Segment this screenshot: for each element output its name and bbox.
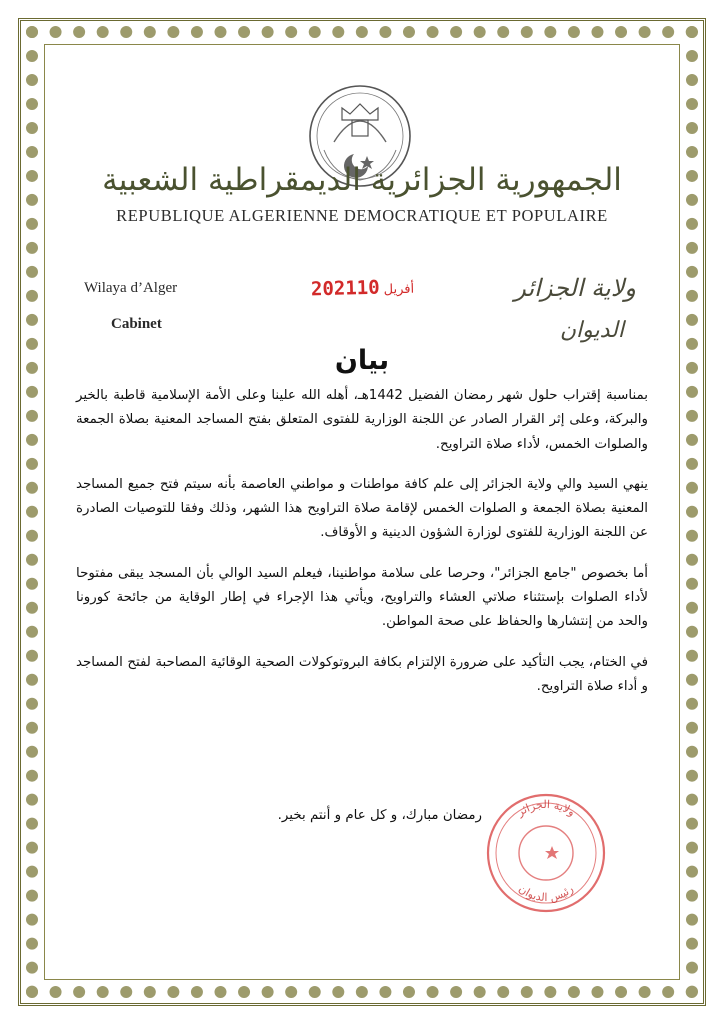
paragraph: أما بخصوص "جامع الجزائر"، وحرصا على سلامة مواطنينا، فيعلم السيد الوالي بأن المسجد يبقى مفتوحا لأداء الصلوات بإستثناء صلاتي العشاء والتراويح، ويأتي هذا الإجراء في إطار الوقاية من جائحة كورونا والحد من إنتشارها والحفاظ على صحة المواطن. (76, 565, 648, 630)
paragraph: بمناسبة إقتراب حلول شهر رمضان الفضيل 1442هـ، أهله الله علينا وعلى الأمة الإسلامية قاطبة بالخير والبركة، وعلى إثر القرار الصادر عن اللجنة الوزارية للفتوى المتعلق بفتح المساجد المعنية بصلاة الجمعة والصلوات الخمس، لأداء صلاة التراويح. (76, 388, 648, 452)
paragraph: ينهي السيد والي ولاية الجزائر إلى علم كافة مواطنات و مواطني العاصمة بأنه سيتم فتح جميع المساجد المعنية بصلاة الجمعة و الصلوات الخمس لإقامة صلاة التراويح هذا الشهر، وذلك وفقا للتوصيات الصادرة عن اللجنة الوزارية للفتوى لوزارة الشؤون الدينية و الأوقاف. (76, 476, 648, 541)
date-stamp (311, 276, 419, 301)
closing-greeting: رمضان مبارك، و كل عام و أنتم بخير. (277, 808, 482, 823)
seal-bottom-text: رئيس الديوان (516, 882, 576, 905)
cabinet-label-ar: الديوان (559, 318, 624, 343)
date-year: 2021 (310, 277, 358, 301)
date-month: أفريل (383, 281, 415, 298)
cabinet-label-fr: Cabinet (111, 316, 162, 332)
official-seal-stamp (483, 790, 609, 916)
document-heading: بيان (334, 345, 390, 376)
document-body (76, 384, 648, 715)
date-day: 10 (356, 276, 380, 300)
seal-top-text: ولاية الجزائر (514, 797, 578, 819)
french-republic-title: REPUBLIQUE ALGERIENNE DEMOCRATIQUE ET POPULAIRE (116, 206, 608, 225)
paragraph: في الختام، يجب التأكيد على ضرورة الإلتزام بكافة البروتوكولات الصحية الوقائية المصاحبة لفتح المساجد و أداء صلاة التراويح. (76, 654, 648, 694)
arabic-republic-title: الجمهورية الجزائرية الديمقراطية الشعبية (102, 162, 622, 198)
wilaya-label-fr: Wilaya d’Alger (84, 280, 178, 296)
wilaya-label-ar: ولاية الجزائر (514, 274, 636, 302)
